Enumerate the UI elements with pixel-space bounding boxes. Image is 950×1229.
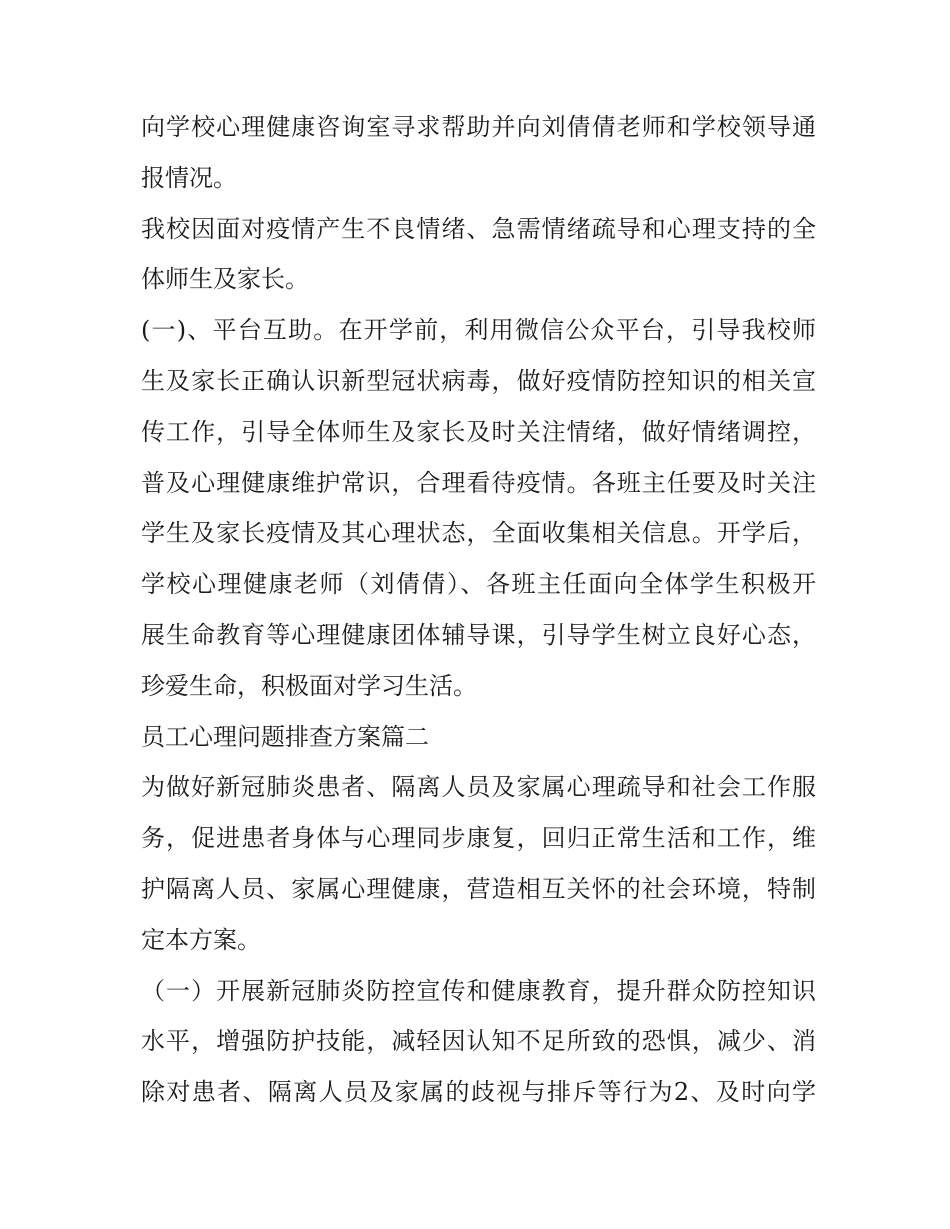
- paragraph-target-group: [141, 204, 816, 306]
- text-line: 展生命教育等心理健康团体辅导课，引导学生树立良好心态，: [141, 620, 816, 649]
- paragraph-platform-support: [141, 305, 816, 711]
- text-line: 护隔离人员、家属心理健康，营造相互关怀的社会环境，特制: [141, 874, 816, 903]
- text-line: 生及家长正确认识新型冠状病毒，做好疫情防控知识的相关宣: [141, 366, 816, 395]
- text-line: 报情况。: [141, 163, 237, 192]
- section-title: 员工心理问题排查方案篇二: [141, 722, 429, 751]
- document-body: [141, 102, 816, 1118]
- text-line: 定本方案。: [141, 925, 261, 954]
- paragraph-purpose: [141, 762, 816, 965]
- text-line: 向学校心理健康咨询室寻求帮助并向刘倩倩老师和学校领导通: [141, 113, 816, 141]
- text-line: 水平，增强防护技能，减轻因认知不足所致的恐惧，减少、消: [141, 1027, 816, 1056]
- text-line: 我校因面对疫情产生不良情绪、急需情绪疏导和心理支持的全: [141, 214, 816, 243]
- text-line: （一）开展新冠肺炎防控宣传和健康教育，提升群众防控知识: [141, 976, 816, 1005]
- text-line: 务，促进患者身体与心理同步康复，回归正常生活和工作，维: [141, 824, 816, 853]
- text-line: 除对患者、隔离人员及家属的歧视与排斥等行为2、及时向学: [141, 1078, 816, 1107]
- text-line: 体师生及家长。: [141, 265, 309, 294]
- paragraph-health-education: [141, 966, 816, 1118]
- section-heading: [141, 712, 816, 763]
- text-line: 为做好新冠肺炎患者、隔离人员及家属心理疏导和社会工作服: [141, 773, 816, 802]
- text-line: 珍爱生命，积极面对学习生活。: [141, 671, 477, 700]
- text-line: (一)、平台互助。在开学前，利用微信公众平台，引导我校师: [141, 316, 816, 345]
- text-line: 学校心理健康老师（刘倩倩）、各班主任面向全体学生积极开: [141, 570, 816, 599]
- text-line: 传工作，引导全体师生及家长及时关注情绪，做好情绪调控，: [141, 417, 816, 446]
- text-line: 学生及家长疫情及其心理状态，全面收集相关信息。开学后，: [141, 519, 816, 548]
- text-line: 普及心理健康维护常识，合理看待疫情。各班主任要及时关注: [141, 468, 816, 497]
- paragraph-help-report: [141, 102, 816, 204]
